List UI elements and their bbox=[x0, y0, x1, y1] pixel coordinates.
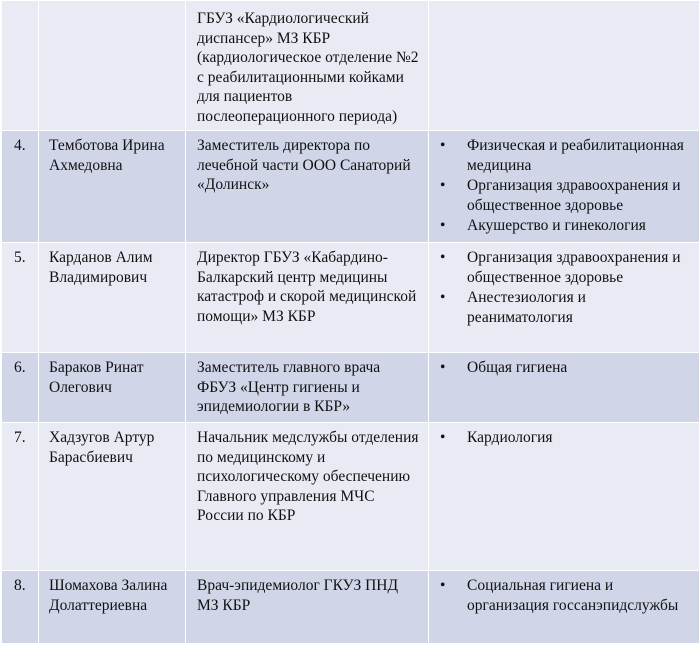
member-specialties bbox=[429, 1, 700, 131]
member-position: Заместитель директора по лечебной части ООО Санаторий «Долинск» bbox=[186, 131, 429, 243]
member-specialties bbox=[429, 571, 700, 644]
member-specialties bbox=[429, 131, 700, 243]
member-position: ГБУЗ «Кардиологический диспансер» МЗ КБР (кардиологическое отделение №2 с реабилитационными койками для пациентов послеоперационного периода) bbox=[186, 1, 429, 131]
bullet-icon: • bbox=[440, 289, 446, 306]
member-position: Начальник медслужбы отделения по медицинскому и психологическому обеспечению Главного управления МЧС России по КБР bbox=[186, 423, 429, 571]
member-name: Бараков Ринат Олегович bbox=[39, 353, 186, 423]
member-name bbox=[39, 1, 186, 131]
specialty-list bbox=[439, 358, 691, 378]
specialty-item bbox=[439, 248, 691, 287]
table-row bbox=[2, 423, 700, 571]
commission-members-table bbox=[1, 0, 700, 644]
specialty-list bbox=[439, 248, 691, 327]
bullet-icon: • bbox=[440, 429, 446, 446]
specialty-text: Акушерство и гинекология bbox=[467, 217, 646, 234]
specialty-text: Анестезиология и реаниматология bbox=[467, 289, 586, 326]
member-position: Директор ГБУЗ «Кабардино-Балкарский центр медицины катастроф и скорой медицинской помощи» МЗ КБР bbox=[186, 243, 429, 353]
table-row bbox=[2, 243, 700, 353]
member-position: Заместитель главного врача ФБУЗ «Центр гигиены и эпидемиологии в КБР» bbox=[186, 353, 429, 423]
member-name: Карданов Алим Владимирович bbox=[39, 243, 186, 353]
table-row bbox=[2, 1, 700, 131]
bullet-icon: • bbox=[440, 177, 446, 194]
specialty-item bbox=[439, 358, 691, 378]
row-number: 5. bbox=[2, 243, 39, 353]
specialty-list bbox=[439, 136, 691, 236]
specialty-text: Физическая и реабилитационная медицина bbox=[467, 137, 684, 174]
row-number bbox=[2, 1, 39, 131]
specialty-item bbox=[439, 428, 691, 448]
bullet-icon: • bbox=[440, 577, 446, 594]
table-row bbox=[2, 571, 700, 644]
member-specialties bbox=[429, 423, 700, 571]
specialty-item bbox=[439, 176, 691, 215]
specialty-list bbox=[439, 428, 691, 448]
specialty-item bbox=[439, 576, 691, 615]
member-name: Шомахова Залина Долаттериевна bbox=[39, 571, 186, 644]
specialty-item bbox=[439, 288, 691, 327]
bullet-icon: • bbox=[440, 359, 446, 376]
member-position: Врач-эпидемиолог ГКУЗ ПНД МЗ КБР bbox=[186, 571, 429, 644]
specialty-text: Организация здравоохранения и общественное здоровье bbox=[467, 177, 681, 214]
specialty-text: Социальная гигиена и организация госсанэпидслужбы bbox=[467, 577, 679, 614]
member-specialties bbox=[429, 353, 700, 423]
specialty-item bbox=[439, 136, 691, 175]
bullet-icon: • bbox=[440, 217, 446, 234]
member-name: Хадзугов Артур Барасбиевич bbox=[39, 423, 186, 571]
member-name: Темботова Ирина Ахмедовна bbox=[39, 131, 186, 243]
specialty-item bbox=[439, 216, 691, 236]
table-row bbox=[2, 131, 700, 243]
row-number: 4. bbox=[2, 131, 39, 243]
specialty-text: Организация здравоохранения и общественное здоровье bbox=[467, 249, 681, 286]
specialty-text: Общая гигиена bbox=[467, 359, 568, 376]
specialty-text: Кардиология bbox=[467, 429, 553, 446]
member-specialties bbox=[429, 243, 700, 353]
row-number: 7. bbox=[2, 423, 39, 571]
row-number: 8. bbox=[2, 571, 39, 644]
bullet-icon: • bbox=[440, 249, 446, 266]
row-number: 6. bbox=[2, 353, 39, 423]
bullet-icon: • bbox=[440, 137, 446, 154]
table-row bbox=[2, 353, 700, 423]
specialty-list bbox=[439, 576, 691, 615]
